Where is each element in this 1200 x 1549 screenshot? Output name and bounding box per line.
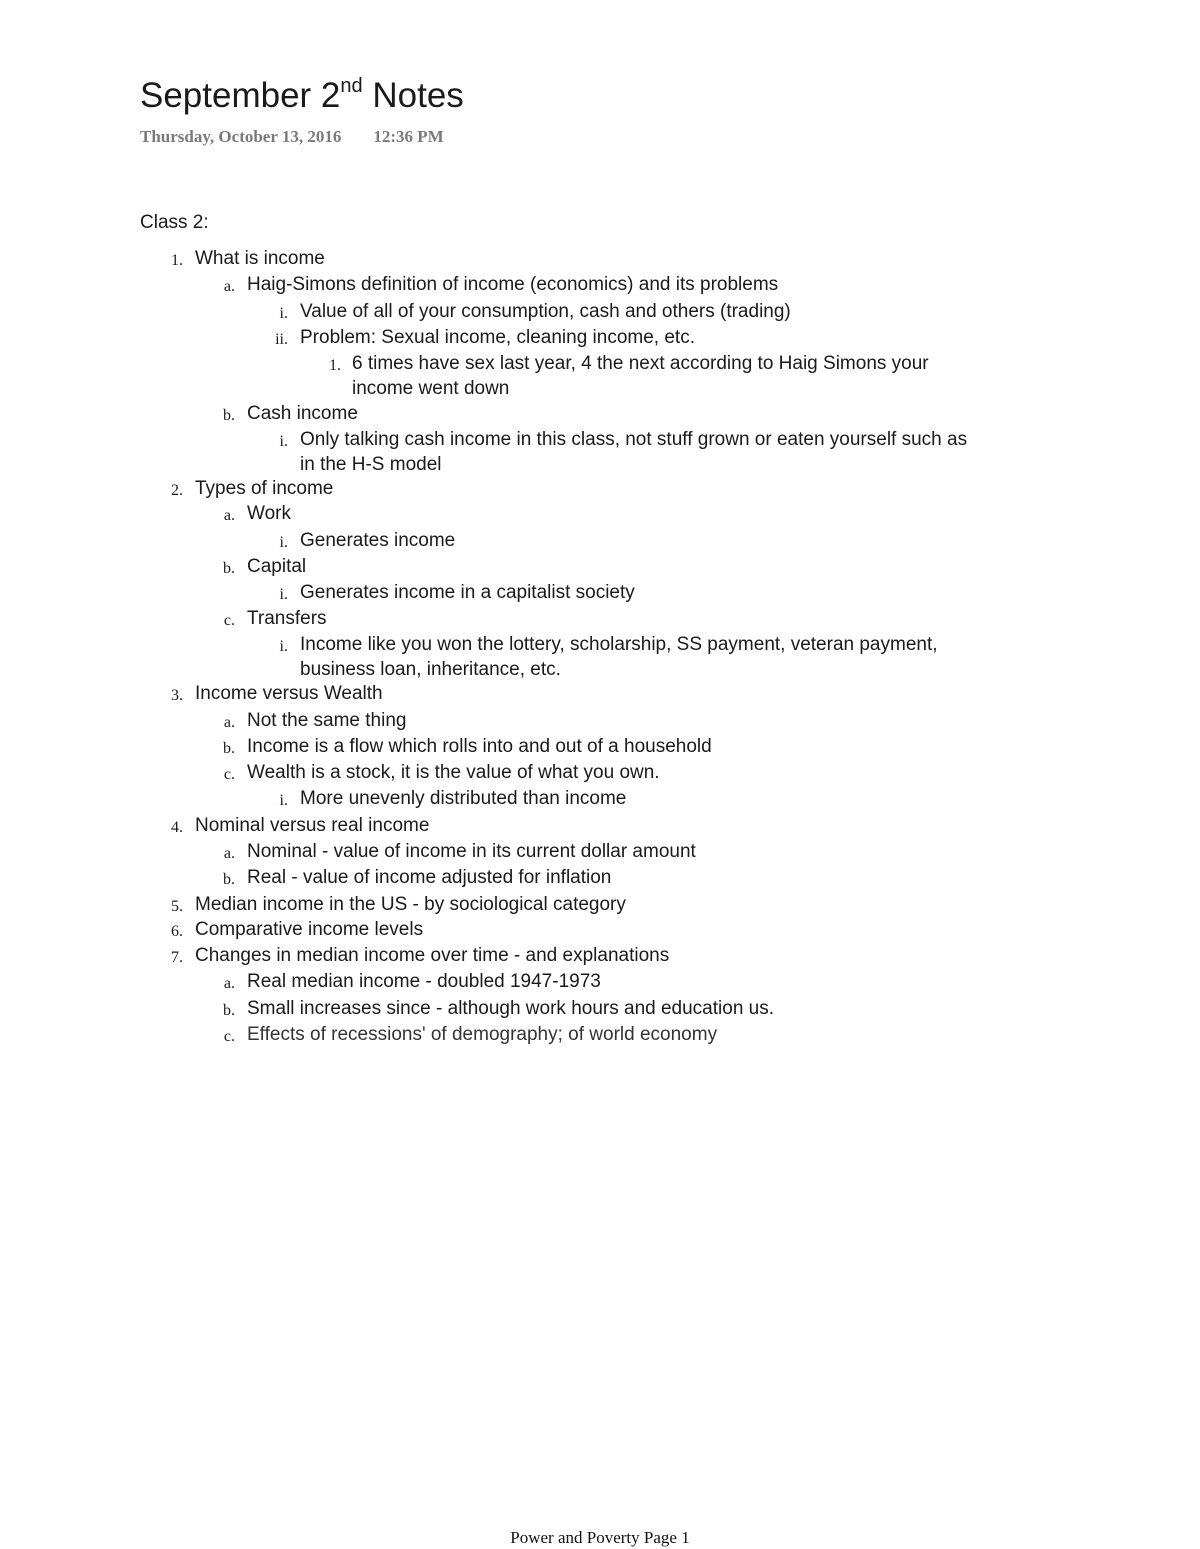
list-marker: 2.	[171, 482, 183, 499]
page-footer: Power and Poverty Page 1	[510, 1528, 690, 1547]
list-marker: a.	[223, 507, 235, 524]
list-marker: i.	[279, 534, 288, 551]
list-marker: b.	[223, 740, 235, 757]
list-item-text: Effects of recessions' of demography; of world economy	[247, 1024, 718, 1045]
list-item-text: Types of income	[195, 478, 334, 499]
list-marker: i.	[279, 792, 288, 809]
list-item-text: Income like you won the lottery, scholarship, SS payment, veteran payment,	[300, 634, 938, 655]
list-marker: a.	[223, 278, 235, 295]
list-item-text: Generates income	[300, 530, 456, 551]
list-item-text: Real - value of income adjusted for inflation	[247, 867, 612, 888]
list-item-text: Transfers	[247, 608, 327, 629]
section-heading: Class 2:	[140, 212, 209, 233]
list-item-text: More unevenly distributed than income	[300, 788, 627, 809]
list-marker: c.	[223, 612, 235, 629]
list-marker: 3.	[171, 687, 183, 704]
list-marker: i.	[279, 638, 288, 655]
list-marker: 1.	[171, 252, 183, 269]
list-marker: b.	[223, 1002, 235, 1019]
list-item-text: business loan, inheritance, etc.	[300, 659, 561, 680]
list-marker: c.	[223, 1028, 235, 1045]
list-item-text: Changes in median income over time - and explanations	[195, 945, 670, 966]
list-item-text: Nominal - value of income in its current dollar amount	[247, 841, 696, 862]
list-marker: i.	[279, 586, 288, 603]
page-timestamp	[140, 126, 444, 148]
list-marker: ii.	[275, 331, 288, 348]
list-item-text: Only talking cash income in this class, not stuff grown or eaten yourself such as	[300, 429, 968, 450]
page-date: Thursday, October 13, 2016	[140, 127, 342, 146]
list-item-text: Capital	[247, 556, 307, 577]
list-item-text: What is income	[195, 248, 325, 269]
list-item-text: Not the same thing	[247, 710, 407, 731]
list-item-text: Cash income	[247, 403, 358, 424]
list-marker: 6.	[171, 923, 183, 940]
list-item-text: Income versus Wealth	[195, 683, 383, 704]
list-marker: a.	[223, 975, 235, 992]
page-title	[140, 74, 464, 118]
list-item-text: Income is a flow which rolls into and out of a household	[247, 736, 712, 757]
list-marker: c.	[223, 766, 235, 783]
list-marker: b.	[223, 407, 235, 424]
list-marker: b.	[223, 560, 235, 577]
list-item-text: income went down	[352, 378, 510, 399]
list-marker: b.	[223, 871, 235, 888]
list-item-text: Median income in the US - by sociological category	[195, 894, 626, 915]
list-item-text: Small increases since - although work hours and education us.	[247, 998, 775, 1019]
list-item-text: Real median income - doubled 1947-1973	[247, 971, 601, 992]
list-item-text: Work	[247, 503, 291, 524]
list-marker: 1.	[329, 357, 341, 374]
list-item-text: 6 times have sex last year, 4 the next according to Haig Simons your	[352, 353, 929, 374]
list-marker: i.	[279, 433, 288, 450]
list-item-text: Problem: Sexual income, cleaning income, etc.	[300, 327, 695, 348]
list-item-text: Value of all of your consumption, cash and others (trading)	[300, 301, 791, 322]
list-item-text: Wealth is a stock, it is the value of what you own.	[247, 762, 660, 783]
list-item-text: Haig-Simons definition of income (economics) and its problems	[247, 274, 779, 295]
list-item-text: Generates income in a capitalist society	[300, 582, 635, 603]
list-marker: a.	[223, 714, 235, 731]
page-title-superscript: nd	[340, 75, 363, 97]
list-item-text: in the H-S model	[300, 454, 442, 475]
list-item-text: Nominal versus real income	[195, 815, 430, 836]
list-marker: i.	[279, 305, 288, 322]
page-time: 12:36 PM	[373, 127, 444, 146]
list-marker: 4.	[171, 819, 183, 836]
list-item-text: Comparative income levels	[195, 919, 424, 940]
list-marker: a.	[223, 845, 235, 862]
page-title-suffix: Notes	[362, 76, 464, 115]
list-marker: 7.	[171, 949, 183, 966]
list-marker: 5.	[171, 898, 183, 915]
page-title-main: September 2	[140, 76, 341, 115]
